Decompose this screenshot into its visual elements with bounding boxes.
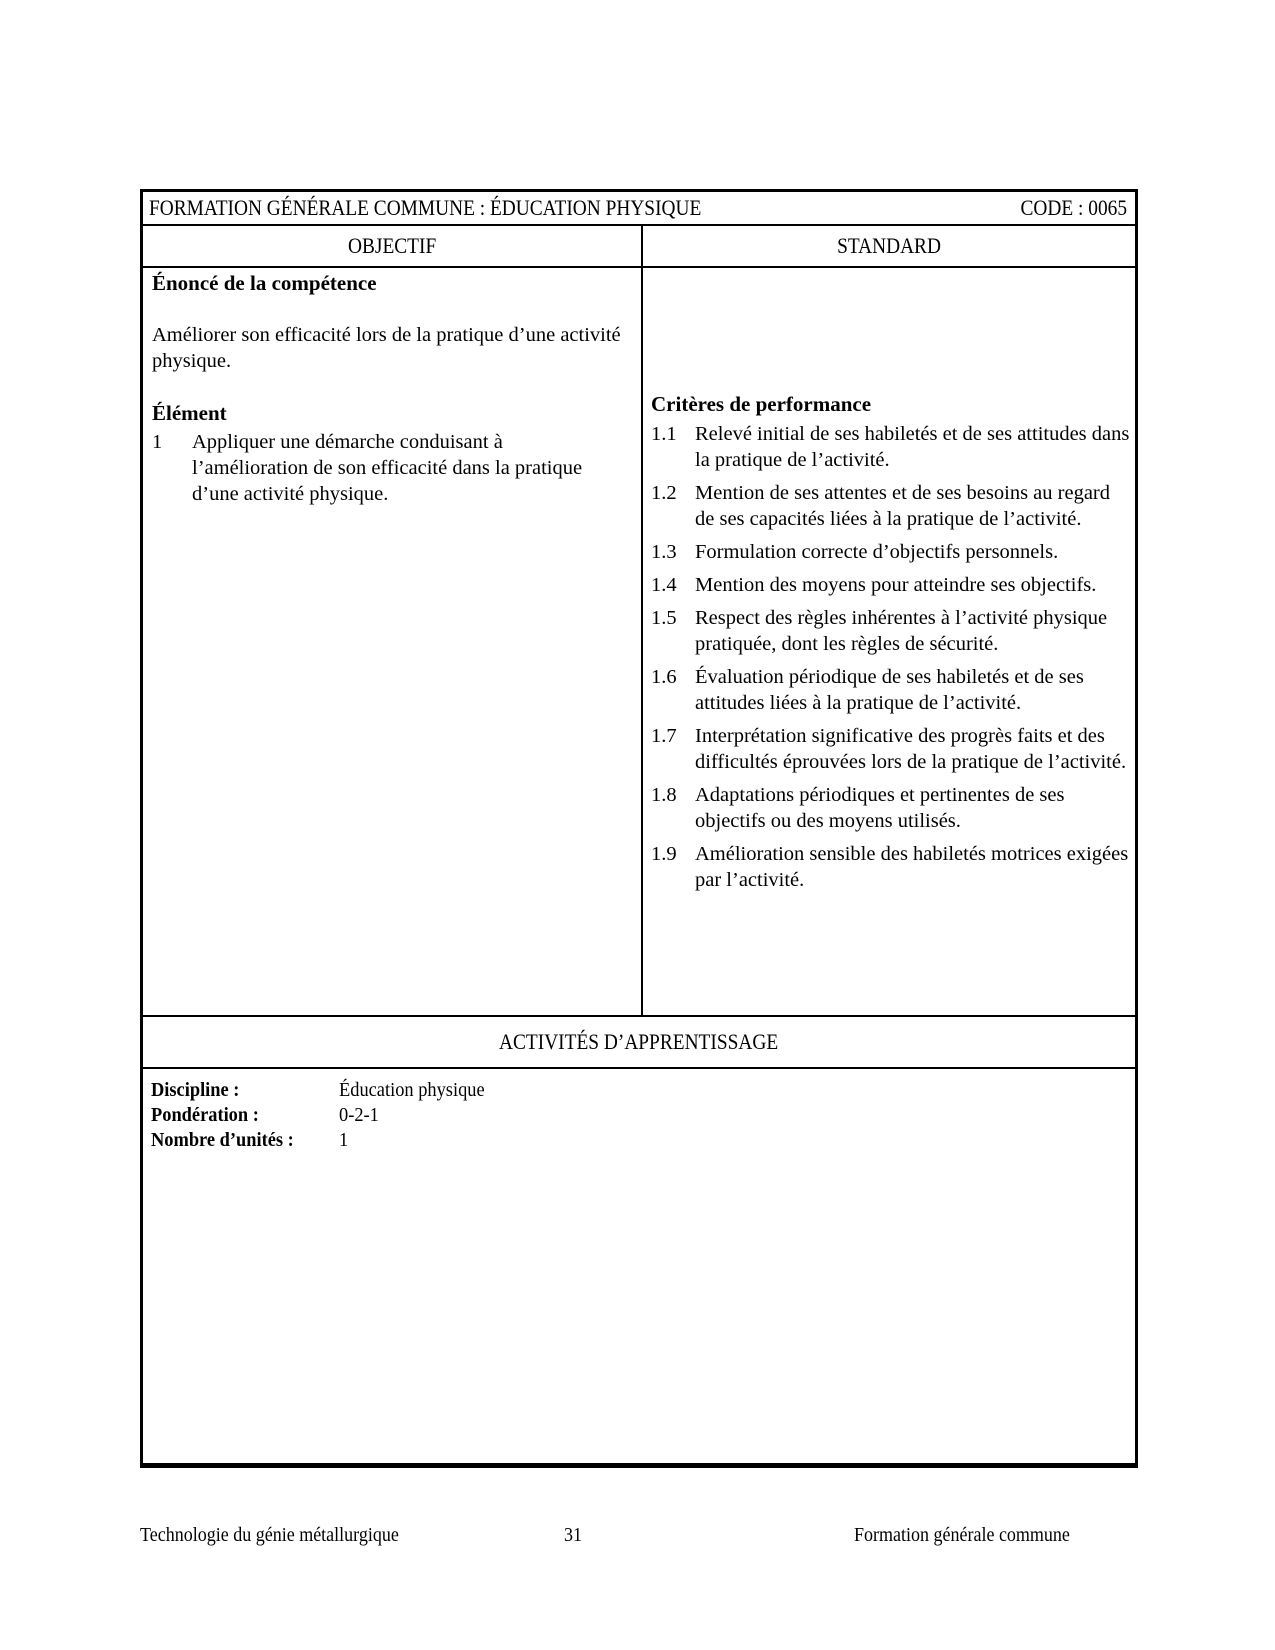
critere-item	[651, 572, 1131, 598]
info-row	[143, 1069, 1135, 1463]
standard-column-header	[643, 226, 1135, 266]
unites-label: Nombre d’unités :	[151, 1129, 294, 1151]
critere-text: Formulation correcte d’objectifs personnels.	[695, 541, 1059, 563]
critere-text: Interprétation significative des progrès faits et des difficultés éprouvées lors de la pratique de l’activité.	[695, 725, 1127, 773]
ponderation-label: Pondération :	[151, 1104, 259, 1126]
unites-value: 1	[339, 1129, 349, 1151]
critere-text: Mention de ses attentes et de ses besoins au regard de ses capacités liées à la pratique de l’activité.	[695, 482, 1111, 530]
enonce-text: Améliorer son efficacité lors de la pratique d’une activité physique.	[152, 324, 621, 372]
enonce-heading: Énoncé de la compétence	[152, 271, 377, 295]
critere-number: 1.3	[651, 541, 677, 563]
course-code: CODE : 0065	[1020, 195, 1127, 220]
table-title: FORMATION GÉNÉRALE COMMUNE : ÉDUCATION PHYSIQUE	[149, 195, 702, 220]
critere-text: Respect des règles inhérentes à l’activité physique pratiquée, dont les règles de sécurité.	[695, 607, 1108, 655]
column-header-row	[143, 226, 1135, 268]
info-line-unites	[151, 1128, 1135, 1153]
critere-item	[651, 539, 1131, 565]
objectif-column-header	[143, 226, 643, 266]
critere-item	[651, 480, 1131, 532]
critere-text: Adaptations périodiques et pertinentes de ses objectifs ou des moyens utilisés.	[695, 784, 1065, 832]
critere-number: 1.6	[651, 666, 677, 688]
critere-item	[651, 782, 1131, 834]
footer-program-name: Technologie du génie métallurgique	[140, 1524, 399, 1546]
activites-header-row	[143, 1017, 1135, 1069]
critere-item	[651, 605, 1131, 657]
objectif-header-label: OBJECTIF	[347, 233, 437, 258]
element-item-number: 1	[152, 431, 163, 453]
critere-text: Amélioration sensible des habiletés motrices exigées par l’activité.	[695, 843, 1129, 891]
standard-cell	[643, 268, 1135, 1015]
element-heading: Élément	[152, 401, 227, 425]
critere-item	[651, 723, 1131, 775]
critere-item	[651, 421, 1131, 473]
page-footer	[0, 1524, 1275, 1552]
program-table	[140, 189, 1138, 1468]
critere-text: Mention des moyens pour atteindre ses objectifs.	[695, 574, 1097, 596]
ponderation-value: 0-2-1	[339, 1104, 379, 1126]
critere-number: 1.8	[651, 784, 677, 806]
critere-number: 1.4	[651, 574, 677, 596]
critere-number: 1.5	[651, 607, 677, 629]
critere-number: 1.2	[651, 482, 677, 504]
footer-section-name: Formation générale commune	[854, 1524, 1070, 1546]
objectif-cell	[143, 268, 643, 1015]
content-row	[143, 268, 1135, 1017]
standard-top-spacer	[651, 270, 1131, 391]
critere-text: Relevé initial de ses habiletés et de ses attitudes dans la pratique de l’activité.	[695, 423, 1130, 471]
critere-item	[651, 841, 1131, 893]
critere-number: 1.7	[651, 725, 677, 747]
discipline-value: Éducation physique	[339, 1079, 485, 1101]
footer-page-number: 31	[564, 1524, 582, 1546]
critere-item	[651, 664, 1131, 716]
element-item	[152, 429, 631, 507]
table-title-row	[143, 192, 1135, 226]
critere-number: 1.9	[651, 843, 677, 865]
criteres-heading: Critères de performance	[651, 392, 872, 416]
activites-heading: ACTIVITÉS D’APPRENTISSAGE	[499, 1029, 779, 1054]
info-line-ponderation	[151, 1103, 1135, 1128]
standard-header-label: STANDARD	[837, 233, 941, 258]
info-line-discipline	[151, 1078, 1135, 1103]
element-item-text: Appliquer une démarche conduisant à l’amélioration de son efficacité dans la pratique d’une activité physique.	[192, 431, 583, 505]
critere-number: 1.1	[651, 423, 677, 445]
discipline-label: Discipline :	[151, 1079, 240, 1101]
critere-text: Évaluation périodique de ses habiletés et de ses attitudes liées à la pratique de l’activité.	[695, 666, 1084, 714]
